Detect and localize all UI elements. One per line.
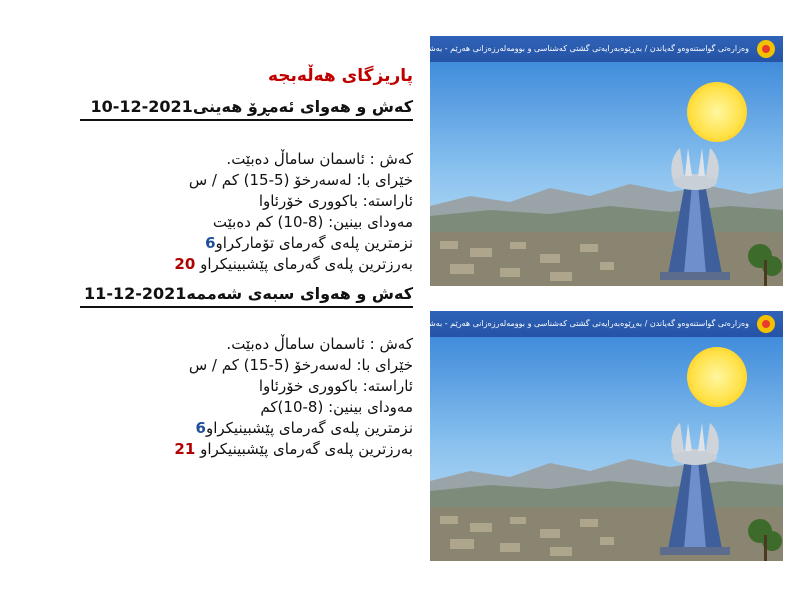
- tomorrow-max-value: 21: [174, 440, 196, 458]
- forecast-tomorrow: [80, 283, 413, 460]
- today-max-value: 20: [174, 255, 196, 273]
- today-wind-speed: خێرای با: لەسەرخۆ (5-15) کم / س: [188, 171, 413, 189]
- tomorrow-min-temp: نزمترین پلەی گەرمای پێشبینیکراو6: [195, 419, 413, 437]
- tomorrow-wind-direction: ئاراستە: باکووری خۆرئاوا: [258, 377, 413, 395]
- today-min-temp: نزمترین پلەی گەرمای تۆمارکراو6: [205, 234, 413, 252]
- tomorrow-heading: [80, 283, 413, 308]
- today-sky: کەش : ئاسمان ساماڵ دەبێت.: [226, 150, 413, 168]
- landscape-illustration: [430, 36, 783, 286]
- banner-text: وەزارەتی گواستنەوەو گەیاندن / بەڕێوەبەرایەتی گشتی کەشناسی و بوومەلەرزەزانی هەرێم - بەشی پێشبینی: [394, 44, 749, 53]
- emblem-icon: [755, 313, 777, 335]
- sun-icon: [687, 347, 747, 407]
- today-visibility: مەودای بینین: (8-10) کم دەبێت: [212, 213, 413, 231]
- banner-text: وەزارەتی گواستنەوەو گەیاندن / بەڕێوەبەرایەتی گشتی کەشناسی و بوومەلەرزەزانی هەرێم - بەشی پێشبینی: [394, 319, 749, 328]
- tomorrow-visibility: مەودای بینین: (8-10)کم: [260, 398, 413, 416]
- forecast-today: [80, 96, 413, 275]
- sun-icon: [687, 82, 747, 142]
- today-heading: [80, 96, 413, 121]
- tomorrow-sky: کەش : ئاسمان ساماڵ دەبێت.: [226, 335, 413, 353]
- tomorrow-heading-text: کەش و هەوای سبەی شەممە: [186, 284, 413, 303]
- today-date: 2021-12-10: [90, 97, 193, 116]
- tomorrow-date: 2021-12-11: [84, 284, 187, 303]
- ministry-banner: [394, 311, 783, 337]
- tomorrow-max-temp: بەرزترین پلەی گەرمای پێشبینیکراو 21: [174, 440, 413, 458]
- ministry-banner: [394, 36, 783, 62]
- landscape-illustration: [430, 311, 783, 561]
- today-min-value: 6: [205, 234, 216, 252]
- tomorrow-min-value: 6: [195, 419, 206, 437]
- today-heading-text: کەش و هەوای ئەمڕۆ هەینی: [192, 97, 413, 116]
- forecast-image-today: [394, 36, 783, 286]
- page-title: پاریزگای هەڵەبجە: [267, 66, 413, 86]
- forecast-image-tomorrow: [394, 311, 783, 561]
- tomorrow-wind-speed: خێرای با: لەسەرخۆ (5-15) کم / س: [188, 356, 413, 374]
- today-wind-direction: ئاراستە: باکووری خۆرئاوا: [258, 192, 413, 210]
- emblem-icon: [755, 38, 777, 60]
- today-max-temp: بەرزترین پلەی گەرمای پێشبینیکراو 20: [174, 255, 413, 273]
